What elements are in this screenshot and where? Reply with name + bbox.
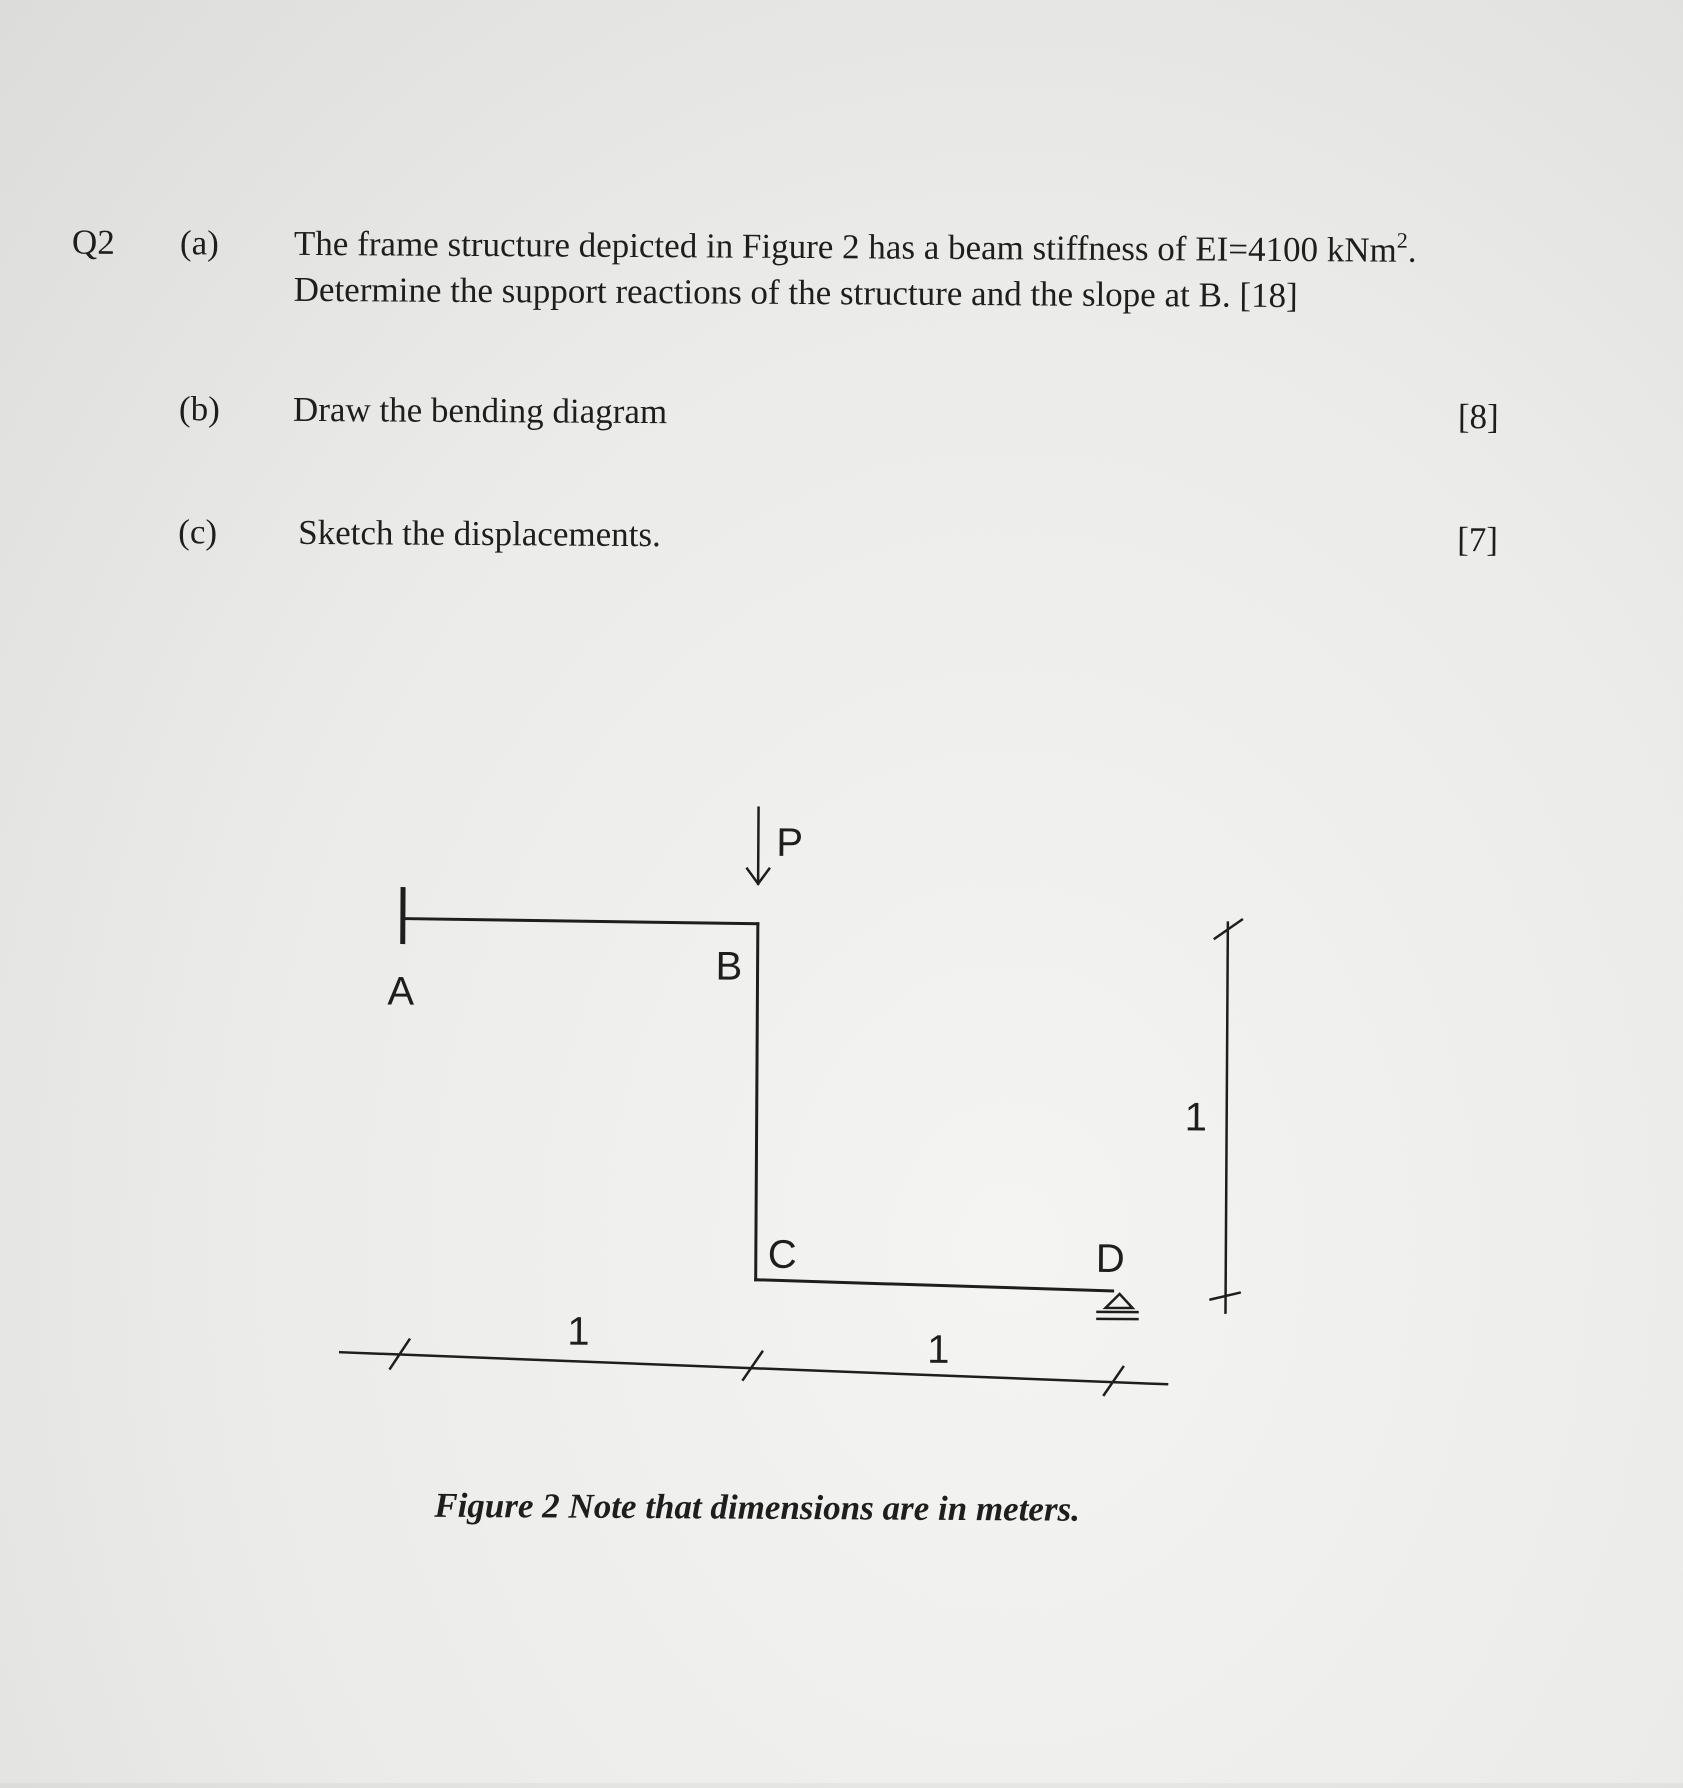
question-number: Q2 <box>72 220 115 266</box>
node-label-a: A <box>387 969 414 1013</box>
member-cd <box>756 1280 1113 1291</box>
part-b-text: Draw the bending diagram <box>293 387 667 435</box>
node-label-d: D <box>1096 1237 1125 1281</box>
part-c-label: (c) <box>178 509 248 555</box>
part-b-label: (b) <box>179 386 249 432</box>
vertical-dimension <box>1210 920 1241 1313</box>
node-label-b: B <box>715 944 742 988</box>
horizontal-dimension <box>340 1339 1167 1395</box>
part-c-marks: [7] <box>1457 517 1498 563</box>
load-label: P <box>776 821 803 865</box>
dim-tick-c <box>743 1352 762 1380</box>
node-label-c: C <box>768 1233 797 1277</box>
superscript-two: 2 <box>1397 228 1408 253</box>
dim-label-ab: 1 <box>567 1310 590 1354</box>
part-a-label: (a) <box>180 220 250 266</box>
figure-caption: Figure 2 Note that dimensions are in meters. <box>434 1486 1080 1530</box>
part-b-marks: [8] <box>1458 394 1499 440</box>
part-c-text: Sketch the displacements. <box>298 510 661 558</box>
member-bc <box>756 924 758 1280</box>
dim-label-height: 1 <box>1185 1095 1208 1139</box>
roller-support-d <box>1097 1294 1137 1319</box>
part-a-line-1: The frame structure depicted in Figure 2 has a beam stiffness of EI=4100 kNm$^2$. <box>294 221 1417 274</box>
dim-label-cd: 1 <box>927 1328 950 1372</box>
part-a-line-2: Determine the support reactions of the structure and the slope at B. [18] <box>294 267 1298 319</box>
load-arrow-p <box>747 808 769 884</box>
member-ab <box>403 919 758 924</box>
